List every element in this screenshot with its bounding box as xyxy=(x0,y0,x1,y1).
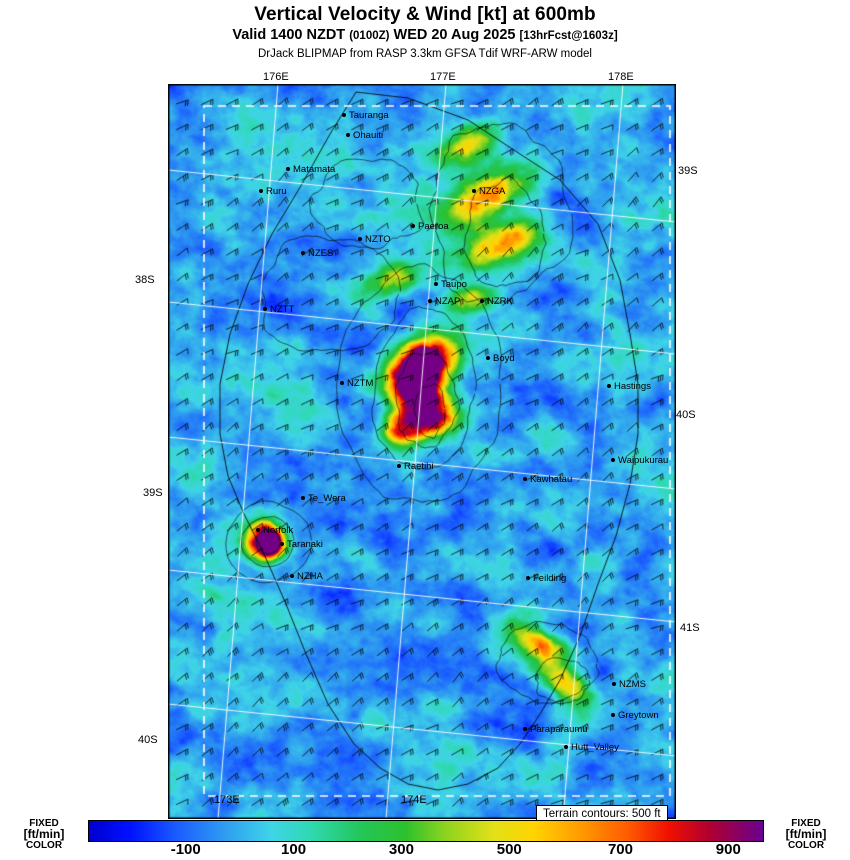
map-panel[interactable] xyxy=(135,71,700,819)
place-label: Hastings xyxy=(614,381,651,392)
place-label: NZHA xyxy=(297,571,323,582)
axis-label-173e-3: 173E xyxy=(214,794,240,806)
place-label: Taupo xyxy=(441,279,467,290)
axis-label-40s-10: 40S xyxy=(138,734,158,746)
axis-label-177e-1: 177E xyxy=(430,71,456,83)
place-label: NZMS xyxy=(619,679,646,690)
place-label: Te_Wera xyxy=(308,493,346,504)
colorbar-panel xyxy=(0,818,850,860)
colorbar-tick-2: 300 xyxy=(388,841,414,858)
place-label: Waipukurau xyxy=(618,455,669,466)
axis-label-176e-0: 176E xyxy=(263,71,289,83)
place-label: Matamata xyxy=(293,164,336,175)
colorbar-tick-5: 900 xyxy=(715,841,741,858)
axis-label-178e-2: 178E xyxy=(608,71,634,83)
place-label: Greytown xyxy=(618,710,659,721)
place-label: Ruru xyxy=(266,186,287,197)
place-label: NZES xyxy=(308,248,334,259)
place-label: Tauranga xyxy=(349,110,389,121)
header xyxy=(0,0,850,62)
valid-date: WED 20 Aug 2025 xyxy=(393,27,516,43)
axis-label-39s-5: 39S xyxy=(678,165,698,177)
axis-label-41s-9: 41S xyxy=(680,622,700,634)
place-label: NZTT xyxy=(270,304,295,315)
colorbar-right-label xyxy=(764,818,848,851)
place-label: Hutt_Valley xyxy=(571,742,619,753)
place-label: Paeroa xyxy=(418,221,449,232)
colorbar-tick-3: 500 xyxy=(496,841,522,858)
place-label: Taranaki xyxy=(287,539,323,550)
valid-time-utc: (0100Z) xyxy=(349,30,390,42)
place-label: NZRK xyxy=(487,296,513,307)
forecast-tag: [13hrFcst@1603z] xyxy=(519,30,618,42)
place-label: NZGA xyxy=(479,186,506,197)
valid-time: Valid 1400 NZDT xyxy=(232,27,346,43)
valid-time-line xyxy=(0,26,850,46)
colorbar-tick-1: 100 xyxy=(281,841,307,858)
place-label: Kawhatau xyxy=(530,474,573,485)
axis-label-39s-8: 39S xyxy=(143,487,163,499)
terrain-contour-legend: Terrain contours: 500 ft xyxy=(536,805,668,824)
colorbar-left-label xyxy=(2,818,86,851)
place-label: NZTM xyxy=(347,378,374,389)
place-label: NZAP xyxy=(435,296,461,307)
axis-label-38s-6: 38S xyxy=(135,274,155,286)
place-label: Feilding xyxy=(533,573,567,584)
colorbar-tick-0: -100 xyxy=(170,841,201,858)
colorbar-left-units: [ft/min] xyxy=(23,827,65,841)
colorbar-right-top: FIXED xyxy=(791,818,821,829)
place-label: Raetihi xyxy=(404,461,434,472)
place-label: Norfolk xyxy=(263,525,294,536)
place-label: Paraparaumu xyxy=(530,724,588,735)
weather-map-canvas[interactable] xyxy=(168,84,676,819)
place-label: Boyd xyxy=(493,353,515,364)
page-title: Vertical Velocity & Wind [kt] at 600mb xyxy=(254,4,596,25)
colorbar-tick-4: 700 xyxy=(607,841,633,858)
axis-label-40s-7: 40S xyxy=(676,409,696,421)
colorbar-left-top: FIXED xyxy=(29,818,59,829)
colorbar-tick-labels xyxy=(88,841,762,859)
colorbar-right-bottom: COLOR xyxy=(787,840,825,851)
place-label: NZTO xyxy=(365,234,391,245)
colorbar-right-units: [ft/min] xyxy=(785,827,827,841)
colorbar-left-bottom: COLOR xyxy=(25,840,63,851)
colorbar-gradient xyxy=(88,820,764,842)
axis-label-174e-4: 174E xyxy=(401,794,427,806)
place-label: Ohauiti xyxy=(353,130,384,141)
model-line: DrJack BLIPMAP from RASP 3.3km GFSA Tdif WRF-ARW model xyxy=(257,48,592,60)
